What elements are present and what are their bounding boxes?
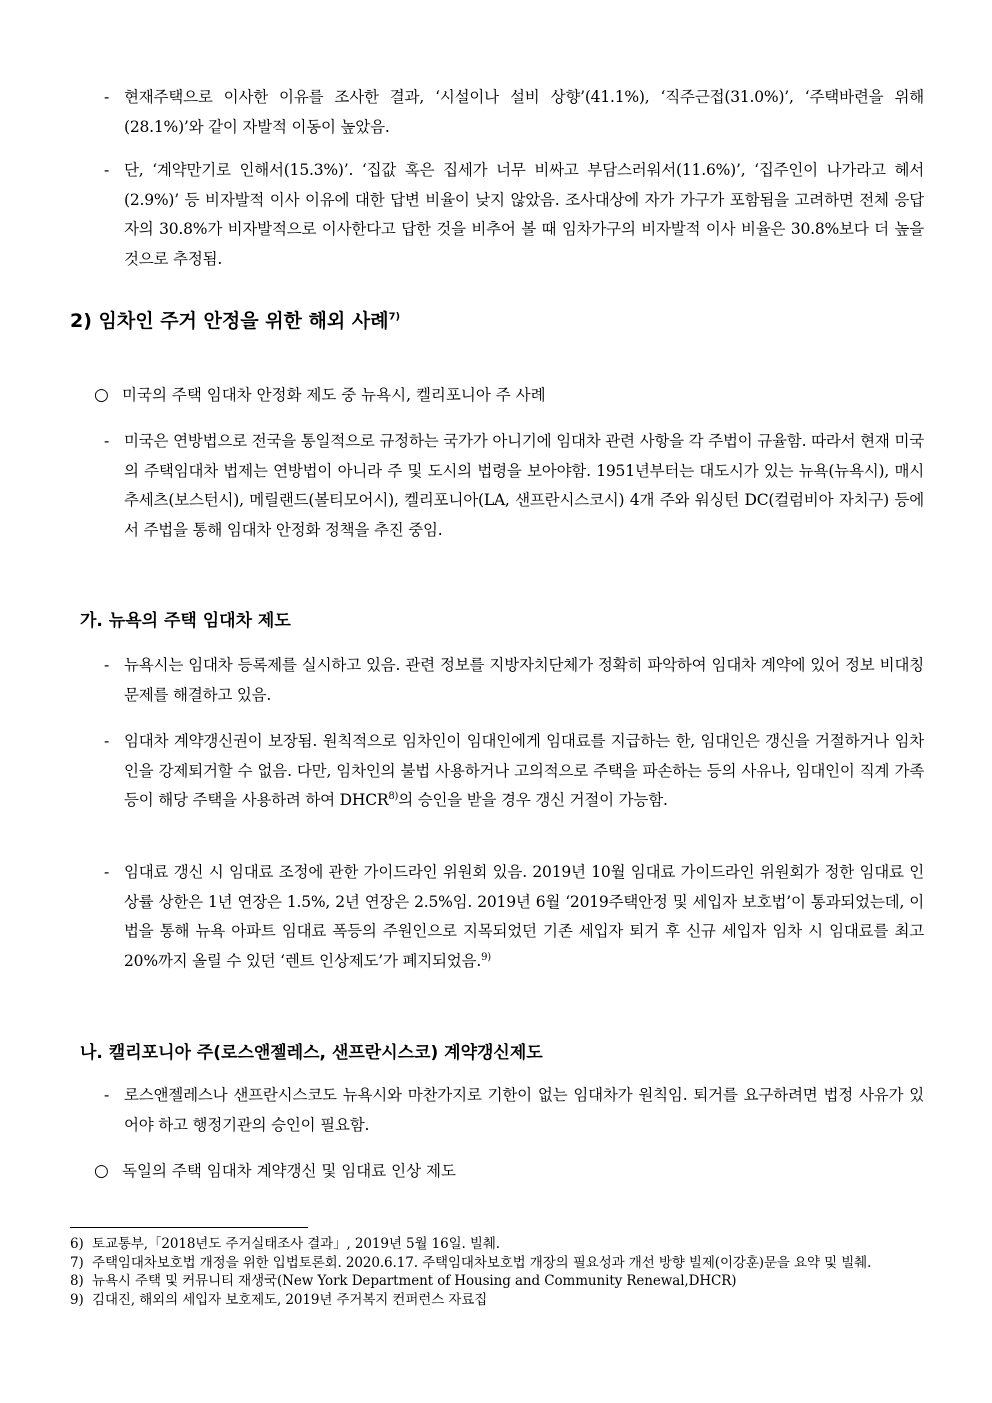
list-item <box>104 1081 924 1140</box>
list-item <box>104 858 924 976</box>
circle-bullet-icon: ○ <box>94 1161 109 1181</box>
footnote-number: 6) <box>70 1236 84 1252</box>
footnote-ref: 9) <box>481 951 491 963</box>
footnotes <box>70 1236 924 1310</box>
footnote-text: 김대진, 해외의 세입자 보호제도, 2019년 주거복지 컨퍼런스 자료집 <box>92 1291 488 1308</box>
paragraph-text: 임대차 계약갱신권이 보장됨. 원칙적으로 임차인이 임대인에게 임대료를 지급하는 한, 임대인은 갱신을 거절하거나 임차인을 강제퇴거할 수 없음. 다만, 임차인의 불법 사용하거나 고의적으로 주택을 파손하는 등의 사유나, 임대인이 직계 가족 등이 해당 주택을 사용하려 하여 DHCR <box>124 732 924 809</box>
footnote <box>70 1236 924 1254</box>
footnote-text: 뉴욕시 주택 및 커뮤니티 재생국(New York Department of Housing and Community Renewal,DHCR) <box>92 1273 737 1289</box>
paragraph-text: 의 승인을 받을 경우 갱신 거절이 가능함. <box>398 791 668 809</box>
footnote-divider <box>70 1227 308 1228</box>
circle-item <box>94 1157 924 1186</box>
footnote <box>70 1273 924 1291</box>
footnote-number: 8) <box>70 1273 84 1289</box>
footnote-number: 9) <box>70 1291 84 1308</box>
list-item <box>104 727 924 816</box>
dash-bullet: - <box>104 88 110 106</box>
dash-bullet: - <box>104 863 110 881</box>
list-item <box>104 427 924 545</box>
paragraph-text: 미국은 연방법으로 전국을 통일적으로 규정하는 국가가 아니기에 임대차 관련 사항을 각 주법이 규율함. 따라서 현재 미국의 주택임대차 법제는 연방법이 아니라 주 및 도시의 법령을 보아야함. 1951년부터는 대도시가 있는 뉴욕(뉴욕시), 매시추세츠(보스턴시), 메릴랜드(볼티모어시), 켈리포니아(LA, 샌프란시스코시) 4개 주와 워싱턴 DC(컬럼비아 자치구) 등에서 주법을 통해 임대차 안정화 정책을 추진 중임. <box>124 432 924 539</box>
footnote-ref: 8) <box>388 790 399 802</box>
list-item <box>104 83 924 142</box>
circle-item-text: 미국의 주택 임대차 안정화 제도 중 뉴욕시, 켈리포니아 주 사례 <box>122 386 546 404</box>
footnote <box>70 1255 924 1273</box>
list-item <box>104 156 924 274</box>
dash-bullet: - <box>104 432 110 450</box>
dash-bullet: - <box>104 732 110 750</box>
subsection-heading: 가. 뉴욕의 주택 임대차 제도 <box>80 611 291 631</box>
dash-bullet: - <box>104 1086 110 1104</box>
paragraph-text: 로스앤젤레스나 샌프란시스코도 뉴욕시와 마찬가지로 기한이 없는 임대차가 원칙임. 퇴거를 요구하려면 법정 사유가 있어야 하고 행정기관의 승인이 필요함. <box>124 1086 924 1134</box>
circle-bullet-icon: ○ <box>94 385 109 405</box>
footnote <box>70 1292 924 1310</box>
dash-bullet: - <box>104 656 110 674</box>
section-heading <box>70 306 400 333</box>
circle-item-text: 독일의 주택 임대차 계약갱신 및 임대료 인상 제도 <box>122 1162 456 1180</box>
subsection-heading: 나. 캘리포니아 주(로스앤젤레스, 샌프란시스코) 계약갱신제도 <box>80 1043 543 1063</box>
footnote-number: 7) <box>70 1254 84 1271</box>
footnote-text: 주택임대차보호법 개정을 위한 입법토론회. 2020.6.17. 주택임대차보호법 개장의 필요성과 개선 방향 빌제(이강훈)문을 요약 및 빌췌. <box>92 1254 872 1271</box>
circle-item <box>94 381 924 410</box>
paragraph-text: 뉴욕시는 임대차 등록제를 실시하고 있음. 관련 정보를 지방자치단체가 정확히 파악하여 임대차 계약에 있어 정보 비대칭 문제를 해결하고 있음. <box>124 656 924 704</box>
paragraph-text: 현재주택으로 이사한 이유를 조사한 결과, ‘시설이나 설비 상향’(41.1%), ‘직주근접(31.0%)’, ‘주택바련을 위해(28.1%)’와 같이 자발적 이동이 높았음. <box>124 88 924 136</box>
paragraph-text: 단, ‘계약만기로 인해서(15.3%)’. ‘집값 혹은 집세가 너무 비싸고 부담스러워서(11.6%)’, ‘집주인이 나가라고 헤서(2.9%)’ 등 비자발적 이사 이유에 대한 답변 비율이 낮지 않았음. 조사대상에 자가 가구가 포함됨을 고려하면 전체 응답자의 30.8%가 비자발적으로 이사한다고 답한 것을 비추어 볼 때 임차가구의 비자발적 이사 비율은 30.8%보다 더 높을 것으로 추정됨. <box>124 161 924 268</box>
section-heading-text: 2) 임차인 주거 안정을 위한 해외 사례 <box>70 310 389 332</box>
paragraph-text: 임대료 갱신 시 임대료 조정에 관한 가이드라인 위원회 있음. 2019년 10월 임대료 가이드라인 위원회가 정한 임대료 인상률 상한은 1년 연장은 1.5%, 2년 연장은 2.5%임. 2019년 6월 ‘2019주택안정 및 세입자 보호법’이 통과되었는데, 이 법을 통해 뉴욕 아파트 임대료 폭등의 주원인으로 지목되었던 기존 세입자 퇴거 후 신규 세입자 임차 시 임대료를 최고 20%까지 올릴 수 있던 ‘렌트 인상제도’가 폐지되었음. <box>124 863 924 970</box>
list-item <box>104 651 924 710</box>
footnote-text: 토교통부,「2018년도 주거실태조사 결과」, 2019년 5월 16일. 빌췌. <box>92 1236 500 1252</box>
footnote-ref: 7) <box>388 311 401 323</box>
dash-bullet: - <box>104 161 110 179</box>
